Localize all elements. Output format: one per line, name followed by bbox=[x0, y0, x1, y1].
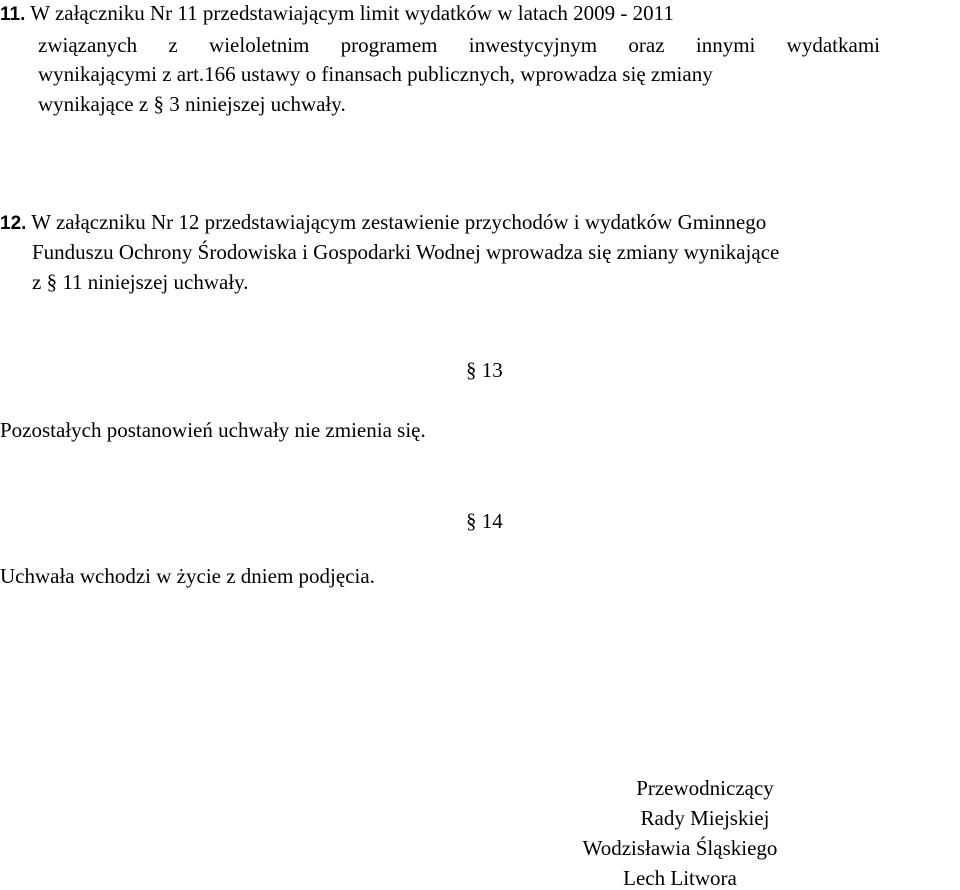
item-12-line-2: Funduszu Ochrony Środowiska i Gospodarki Wodnej wprowadza się zmiany wynikające bbox=[32, 240, 780, 264]
signature-title-3: Wodzisławia Śląskiego bbox=[582, 836, 778, 860]
item-11-line-3: wynikającymi z art.166 ustawy o finansach publicznych, wprowadza się zmiany bbox=[38, 62, 713, 86]
section-13-text: Pozostałych postanowień uchwały nie zmienia się. bbox=[0, 418, 426, 442]
item-11-line-4: wynikające z § 3 niniejszej uchwały. bbox=[38, 92, 346, 116]
item-12-number: 12. bbox=[0, 213, 27, 234]
item-12-line-1: W załączniku Nr 12 przedstawiającym zestawienie przychodów i wydatków Gminnego bbox=[31, 210, 767, 234]
item-11-line-1: W załączniku Nr 11 przedstawiającym limit wydatków w latach 2009 - 2011 bbox=[30, 1, 674, 25]
signature-title-1: Przewodniczący bbox=[636, 776, 774, 800]
signature-name: Lech Litwora bbox=[623, 866, 737, 890]
section-14-heading: § 14 bbox=[466, 509, 503, 533]
item-11-number: 11. bbox=[0, 4, 26, 25]
section-13-heading: § 13 bbox=[466, 358, 503, 382]
signature-title-2: Rady Miejskiej bbox=[640, 806, 770, 830]
item-12-line-3: z § 11 niniejszej uchwały. bbox=[32, 270, 249, 294]
section-14-text: Uchwała wchodzi w życie z dniem podjęcia. bbox=[0, 564, 375, 588]
item-11-line-2: związanych z wieloletnim programem inwestycyjnym oraz innymi wydatkami bbox=[38, 33, 880, 57]
